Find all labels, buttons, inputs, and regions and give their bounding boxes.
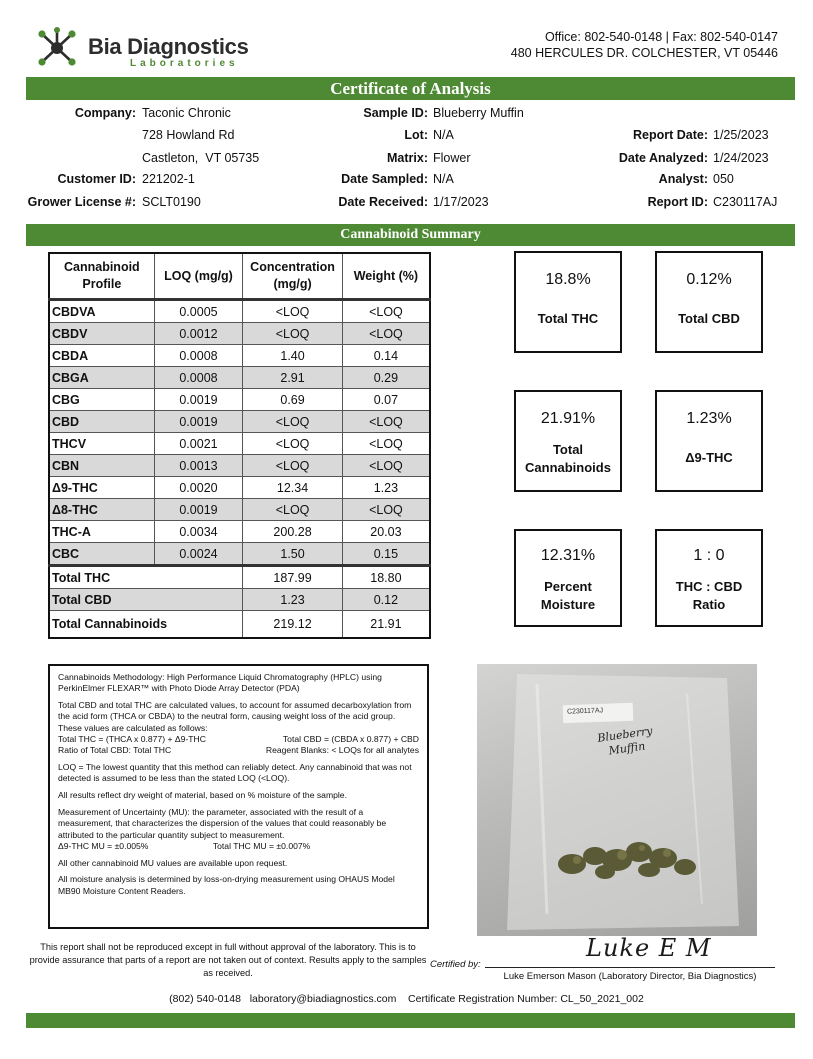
row-conc: <LOQ xyxy=(243,300,343,323)
row-name: Δ8-THC xyxy=(49,499,154,521)
row-weight: 1.23 xyxy=(342,477,430,499)
total-cannabinoids-label-2: Cannabinoids xyxy=(525,460,611,475)
ratio-label-1: THC : CBD xyxy=(675,579,743,594)
methodology-formulas xyxy=(58,734,419,745)
table-row xyxy=(49,499,430,521)
total-row xyxy=(49,611,430,639)
row-name: CBDVA xyxy=(49,300,154,323)
report-date-label: Report Date: xyxy=(632,128,708,142)
row-weight: <LOQ xyxy=(342,323,430,345)
ratio-box xyxy=(655,529,763,627)
row-loq: 0.0008 xyxy=(154,345,243,367)
lot-label: Lot: xyxy=(404,128,428,142)
table-row xyxy=(49,455,430,477)
total-thc-label: Total THC xyxy=(537,311,599,326)
total-conc: 219.12 xyxy=(243,611,343,639)
total-weight: 18.80 xyxy=(342,566,430,589)
matrix-label: Matrix: xyxy=(387,151,428,165)
date-sampled: N/A xyxy=(433,172,454,186)
lot-value: N/A xyxy=(433,128,454,142)
row-conc: 1.40 xyxy=(243,345,343,367)
row-loq: 0.0013 xyxy=(154,455,243,477)
sample-id-label: Sample ID: xyxy=(363,106,428,120)
table-row xyxy=(49,521,430,543)
table-row xyxy=(49,367,430,389)
grower-license: SCLT0190 xyxy=(142,195,201,209)
row-weight: <LOQ xyxy=(342,499,430,521)
row-name: CBD xyxy=(49,411,154,433)
date-received: 1/17/2023 xyxy=(433,195,489,209)
analyst-value: 050 xyxy=(713,172,734,186)
table-row xyxy=(49,389,430,411)
report-id-label: Report ID: xyxy=(647,195,708,209)
total-name: Total CBD xyxy=(49,589,243,611)
row-conc: <LOQ xyxy=(243,455,343,477)
table-row xyxy=(49,345,430,367)
methodology-dry-weight: All results reflect dry weight of material, based on % moisture of the sample. xyxy=(58,790,347,801)
col-header-concentration: Concentration (mg/g) xyxy=(243,253,343,300)
reagent-blanks: Reagent Blanks: < LOQs for all analytes xyxy=(265,745,419,756)
signature: Luke E M xyxy=(586,934,712,962)
total-name: Total Cannabinoids xyxy=(49,611,243,639)
total-cbd-box xyxy=(655,251,763,353)
total-row xyxy=(49,566,430,589)
row-name: CBN xyxy=(49,455,154,477)
row-weight: 0.15 xyxy=(342,543,430,566)
total-weight: 0.12 xyxy=(342,589,430,611)
table-header-row xyxy=(49,253,430,300)
methodology-hplc: Cannabinoids Methodology: High Performance Liquid Chromatography (HPLC) using PerkinElmer FLEXAR™ with Photo Diode Array Detector (PDA) xyxy=(58,672,382,694)
cannabinoid-table xyxy=(48,252,431,639)
photo-handwriting: Blueberry Muffin xyxy=(596,724,654,758)
ratio-label-2: Ratio xyxy=(692,597,726,612)
row-conc: 1.50 xyxy=(243,543,343,566)
moisture-label-2: Moisture xyxy=(540,597,596,612)
d9-thc-box xyxy=(655,390,763,492)
table-row xyxy=(49,323,430,345)
company-label: Company: xyxy=(74,106,136,120)
report-date: 1/25/2023 xyxy=(713,128,769,142)
table-row xyxy=(49,300,430,323)
row-conc: <LOQ xyxy=(243,323,343,345)
logo xyxy=(34,26,249,70)
row-name: CBGA xyxy=(49,367,154,389)
total-cannabinoids-label-1: Total xyxy=(552,442,584,457)
molecule-logo-icon xyxy=(34,26,80,70)
row-loq: 0.0034 xyxy=(154,521,243,543)
date-sampled-label: Date Sampled: xyxy=(341,172,428,186)
row-conc: <LOQ xyxy=(243,433,343,455)
row-conc: <LOQ xyxy=(243,499,343,521)
mu-total-thc: Total THC MU = ±0.007% xyxy=(212,840,311,851)
row-loq: 0.0012 xyxy=(154,323,243,345)
total-conc: 1.23 xyxy=(243,589,343,611)
row-weight: 0.07 xyxy=(342,389,430,411)
office-contact: Office: 802-540-0148 | Fax: 802-540-0147 xyxy=(544,30,778,44)
methodology-mu: Measurement of Uncertainty (MU): the parameter, associated with the result of a measurement, that characterizes the dispersion of the values that could reasonably be attributed to the particular quantity subject to measurement. xyxy=(58,806,387,840)
row-weight: <LOQ xyxy=(342,455,430,477)
mu-d9-thc: Δ9-THC MU = ±0.005% xyxy=(58,840,149,851)
total-cannabinoids-box xyxy=(514,390,622,492)
analyst-label: Analyst: xyxy=(658,172,708,186)
methodology-loq: LOQ = The lowest quantity that this method can reliably detect. Any cannabinoid that was not detected is assumed to be less than the stated LOQ (<LOQ). xyxy=(58,762,412,784)
col-header-profile: Cannabinoid Profile xyxy=(49,253,154,300)
total-row xyxy=(49,589,430,611)
table-row xyxy=(49,543,430,566)
d9-thc-value: 1.23% xyxy=(686,410,732,427)
row-weight: 0.29 xyxy=(342,367,430,389)
row-name: CBDA xyxy=(49,345,154,367)
row-conc: 200.28 xyxy=(243,521,343,543)
summary-title: Cannabinoid Summary xyxy=(26,224,795,246)
methodology-calc-text: Total CBD and total THC are calculated values, to account for assumed decarboxylation from the acid form (THCA or CBDA) to the neutral form, causing weight loss of the acid group. These values are calculated as follows: xyxy=(58,700,412,733)
methodology-moisture: All moisture analysis is determined by loss-on-drying measurement using OHAUS Model MB90 Moisture Content Readers. xyxy=(58,874,395,896)
row-conc: 12.34 xyxy=(243,477,343,499)
row-conc: <LOQ xyxy=(243,411,343,433)
footer-contact: (802) 540-0148 laboratory@biadiagnostics.com Certificate Registration Number: CL_50_2021_002 xyxy=(169,993,644,1005)
total-thc-box xyxy=(514,251,622,353)
row-weight: 0.14 xyxy=(342,345,430,367)
date-received-label: Date Received: xyxy=(338,195,428,209)
certified-by-label: Certified by: xyxy=(430,959,481,970)
page-title: Certificate of Analysis xyxy=(26,77,795,100)
row-conc: 2.91 xyxy=(243,367,343,389)
photo-sample-label: C230117AJ xyxy=(566,707,604,716)
formula-total-cbd: Total CBD = (CBDA x 0.877) + CBD xyxy=(282,733,419,744)
row-loq: 0.0019 xyxy=(154,499,243,521)
table-row xyxy=(49,433,430,455)
customer-id-label: Customer ID: xyxy=(57,172,136,186)
row-name: THC-A xyxy=(49,521,154,543)
row-name: Δ9-THC xyxy=(49,477,154,499)
row-name: CBDV xyxy=(49,323,154,345)
signature-line xyxy=(485,967,775,968)
total-cannabinoids-value: 21.91% xyxy=(540,410,596,427)
sample-bag-illustration xyxy=(477,664,757,936)
sample-photo xyxy=(477,664,757,936)
company-city: Castleton, VT 05735 xyxy=(142,151,260,165)
row-weight: <LOQ xyxy=(342,433,430,455)
row-name: CBG xyxy=(49,389,154,411)
total-cbd-value: 0.12% xyxy=(686,271,732,288)
methodology-notes xyxy=(48,664,429,929)
row-loq: 0.0019 xyxy=(154,389,243,411)
footer-bar xyxy=(26,1013,795,1028)
grower-license-label: Grower License #: xyxy=(27,195,136,209)
signer-name: Luke Emerson Mason (Laboratory Director, Bia Diagnostics) xyxy=(503,971,757,982)
formula-ratio: Ratio of Total CBD: Total THC xyxy=(58,745,172,756)
methodology-ratio-line xyxy=(58,745,419,756)
row-loq: 0.0005 xyxy=(154,300,243,323)
row-loq: 0.0020 xyxy=(154,477,243,499)
report-id: C230117AJ xyxy=(713,195,778,209)
ratio-value: 1 : 0 xyxy=(693,547,725,564)
office-address: 480 HERCULES DR. COLCHESTER, VT 05446 xyxy=(510,46,778,60)
methodology-mu-values xyxy=(58,841,419,852)
methodology-calc xyxy=(58,700,419,734)
total-conc: 187.99 xyxy=(243,566,343,589)
d9-thc-label: Δ9-THC xyxy=(685,450,733,465)
row-name: CBC xyxy=(49,543,154,566)
date-analyzed: 1/24/2023 xyxy=(713,151,769,165)
total-weight: 21.91 xyxy=(342,611,430,639)
total-name: Total THC xyxy=(49,566,243,589)
date-analyzed-label: Date Analyzed: xyxy=(618,151,708,165)
formula-total-thc: Total THC = (THCA x 0.877) + Δ9-THC xyxy=(58,733,206,744)
total-thc-value: 18.8% xyxy=(545,271,591,288)
moisture-box xyxy=(514,529,622,627)
moisture-value: 12.31% xyxy=(540,547,596,564)
row-weight: <LOQ xyxy=(342,300,430,323)
matrix-value: Flower xyxy=(433,151,471,165)
methodology-other-mu: All other cannabinoid MU values are available upon request. xyxy=(58,857,288,868)
sample-id: Blueberry Muffin xyxy=(433,106,524,120)
company-name: Taconic Chronic xyxy=(142,106,231,120)
row-loq: 0.0019 xyxy=(154,411,243,433)
table-row xyxy=(49,477,430,499)
col-header-loq: LOQ (mg/g) xyxy=(154,253,243,300)
disclaimer: This report shall not be reproduced except in full without approval of the laboratory. This is to provide assurance that parts of a report are not taken out of context. Results apply to the samples as received. xyxy=(29,942,427,978)
company-street: 728 Howland Rd xyxy=(142,128,235,142)
total-cbd-label: Total CBD xyxy=(678,311,740,326)
col-header-weight: Weight (%) xyxy=(342,253,430,300)
row-name: THCV xyxy=(49,433,154,455)
row-conc: 0.69 xyxy=(243,389,343,411)
row-loq: 0.0021 xyxy=(154,433,243,455)
moisture-label-1: Percent xyxy=(544,579,592,594)
logo-subtitle: Laboratories xyxy=(130,58,239,69)
logo-name: Bia Diagnostics xyxy=(88,34,249,59)
row-loq: 0.0008 xyxy=(154,367,243,389)
row-weight: <LOQ xyxy=(342,411,430,433)
row-loq: 0.0024 xyxy=(154,543,243,566)
customer-id: 221202-1 xyxy=(142,172,195,186)
table-row xyxy=(49,411,430,433)
row-weight: 20.03 xyxy=(342,521,430,543)
